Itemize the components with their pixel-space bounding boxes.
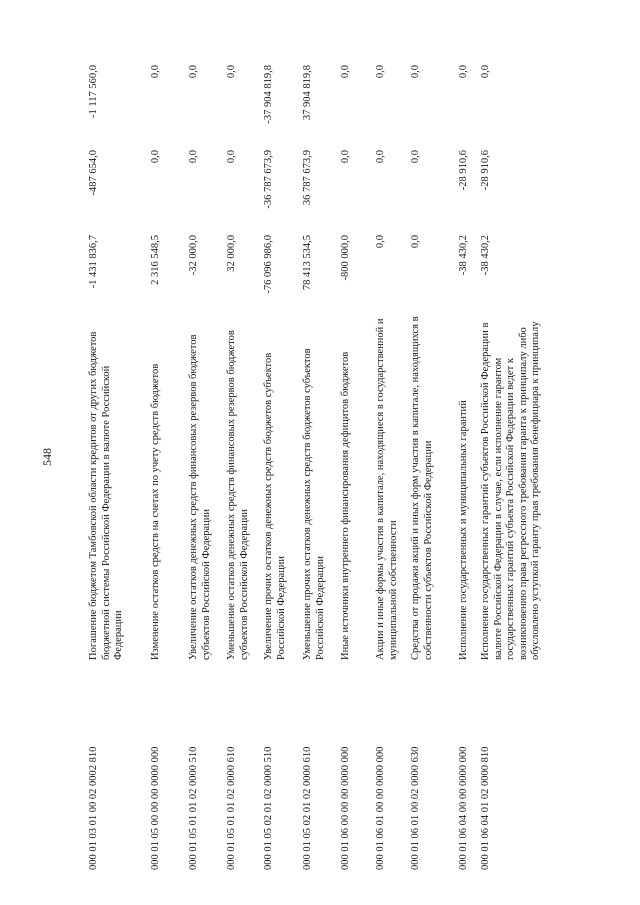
row-value-1: -32 000,0 (188, 235, 199, 276)
row-value-2: -487 654,0 (88, 150, 99, 196)
row-code: 000 01 06 01 00 02 0000 630 (410, 746, 421, 870)
row-name: Изменение остатков средств на счетах по учету средств бюджетов (150, 363, 161, 660)
row-code: 000 01 05 01 01 02 0000 610 (226, 746, 237, 870)
row-name: Увеличение прочих остатков денежных средств бюджетов субъектов Российской Федерации (263, 352, 287, 660)
row-name: Средства от продажи акций и иных форм участия в капитале, находящихся в собственности субъектов Российской Федерации (410, 316, 434, 660)
row-value-2: 0,0 (226, 150, 237, 164)
row-value-2: 0,0 (340, 150, 351, 164)
rotated-page (40, 25, 610, 880)
row-value-1: -76 096 986,0 (263, 235, 274, 294)
row-value-1: -38 430,2 (458, 235, 469, 276)
row-value-3: 0,0 (226, 65, 237, 79)
row-value-1: -800 000,0 (340, 235, 351, 281)
row-value-1: 2 316 548,5 (150, 235, 161, 285)
row-name: Акции и иные формы участия в капитале, находящиеся в государственной и муниципальной собственности (375, 318, 399, 660)
row-value-2: -36 787 673,9 (263, 150, 274, 209)
row-value-3: 37 904 819,8 (302, 65, 313, 121)
row-name: Исполнение государственных и муниципальных гарантий (458, 400, 469, 660)
row-value-3: 0,0 (375, 65, 386, 79)
row-code: 000 01 03 01 00 02 0002 810 (88, 746, 99, 870)
row-code: 000 01 06 00 00 00 0000 000 (340, 746, 351, 870)
row-value-3: 0,0 (340, 65, 351, 79)
row-code: 000 01 05 02 01 02 0000 610 (302, 746, 313, 870)
row-name: Уменьшение прочих остатков денежных средств бюджетов субъектов Российской Федерации (302, 348, 326, 660)
row-value-2: 0,0 (188, 150, 199, 164)
row-value-2: 36 787 673,9 (302, 150, 313, 206)
row-code: 000 01 06 04 01 02 0000 810 (480, 746, 491, 870)
row-value-1: 0,0 (410, 235, 421, 249)
row-value-2: 0,0 (375, 150, 386, 164)
row-value-1: -1 431 836,7 (88, 235, 99, 289)
row-code: 000 01 06 04 00 00 0000 000 (458, 746, 469, 870)
row-value-1: 0,0 (375, 235, 386, 249)
page-number: 548 (40, 448, 54, 466)
row-name: Исполнение государственных гарантий субъектов Российской Федерации в валюте Российской Федерации в случае, если исполнение гарантом государственных гарантий субъекта Российской Федерации ведет к возникновению права регрессного требования гаранта к принципалу либо обусловлено уступкой гаранту прав требования бенефициара к принципалу (480, 321, 541, 660)
row-value-3: 0,0 (410, 65, 421, 79)
row-name: Погашение бюджетом Тамбовской области кредитов от других бюджетов бюджетной системы Российской Федерации в валюте Российской Федерации (88, 331, 124, 660)
row-value-2: 0,0 (150, 150, 161, 164)
row-code: 000 01 05 01 01 02 0000 510 (188, 746, 199, 870)
row-value-1: 78 413 534,5 (302, 235, 313, 291)
row-code: 000 01 05 00 00 00 0000 000 (150, 746, 161, 870)
row-value-2: -28 910,6 (458, 150, 469, 191)
row-value-2: -28 910,6 (480, 150, 491, 191)
row-name: Увеличение остатков денежных средств финансовых резервов бюджетов субъектов Российской Федерации (188, 334, 212, 660)
row-code: 000 01 06 01 00 00 0000 000 (375, 746, 386, 870)
row-name: Уменьшение остатков денежных средств финансовых резервов бюджетов субъектов Российской Федерации (226, 330, 250, 660)
row-value-3: 0,0 (480, 65, 491, 79)
row-value-3: -37 904 819,8 (263, 65, 274, 124)
row-value-3: 0,0 (458, 65, 469, 79)
row-value-1: -38 430,2 (480, 235, 491, 276)
row-name: Иные источники внутреннего финансирования дефицитов бюджетов (340, 351, 351, 660)
row-value-3: 0,0 (150, 65, 161, 79)
row-value-1: 32 000,0 (226, 235, 237, 272)
row-code: 000 01 05 02 01 02 0000 510 (263, 746, 274, 870)
row-value-2: 0,0 (410, 150, 421, 164)
row-value-3: -1 117 560,0 (88, 65, 99, 118)
row-value-3: 0,0 (188, 65, 199, 79)
